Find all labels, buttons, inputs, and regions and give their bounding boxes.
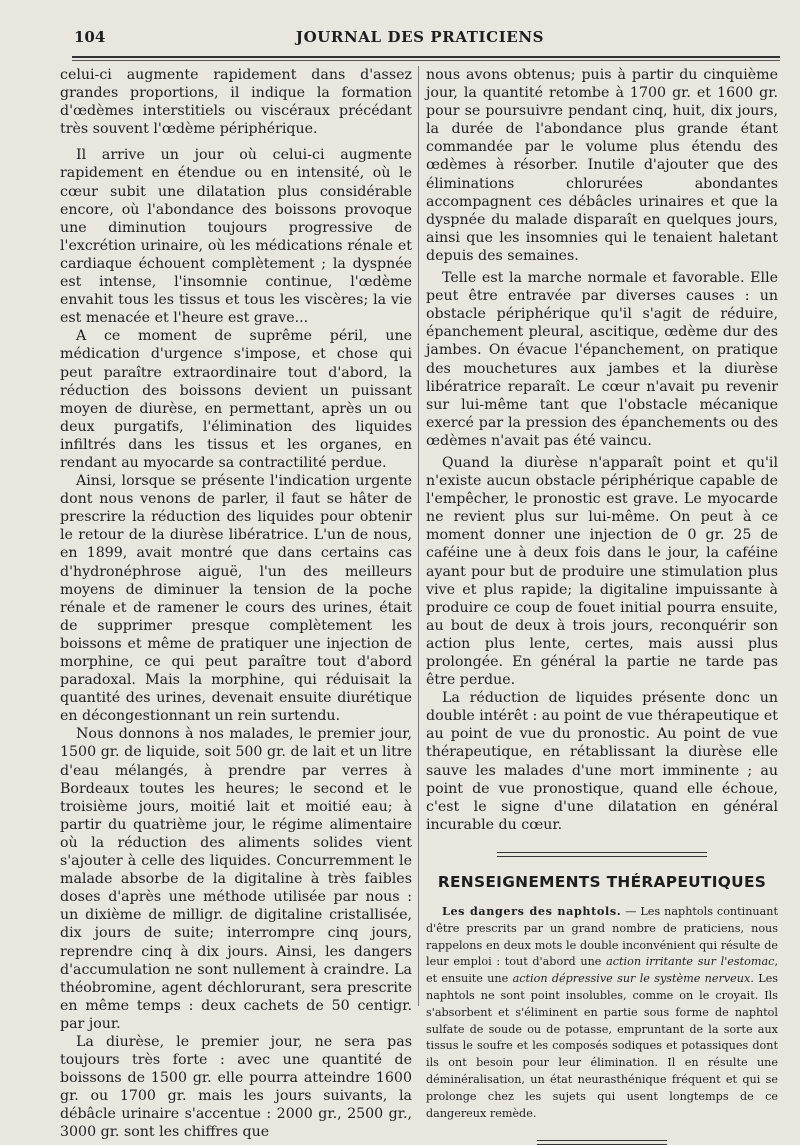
- section-rule: [497, 852, 707, 857]
- right-column: [426, 66, 778, 1145]
- column-divider: [418, 66, 419, 1006]
- note-emphasis: action irritante sur l'estomac: [606, 955, 775, 969]
- paragraph: Telle est la marche normale et favorable. Elle peut être entravée par diverses causes : un obstacle périphérique qu'il s'agit de réduire, épanchement pleural, ascitique, œdème dur des jambes. On évacue l'épanchement, on pratique des mouchetures aux jambes et la diurèse libératrice reparaît. Le cœur n'avait pu revenir sur lui-même tant que l'obstacle mécanique exercé par la pression des épanchements ou des œdèmes n'avait pas été vaincu.: [426, 270, 778, 449]
- running-title: JOURNAL DES PRATICIENS: [295, 28, 545, 46]
- header-rule-thin: [72, 60, 780, 61]
- header-rule: [72, 56, 780, 58]
- note-heading: Les dangers des naphtols.: [442, 903, 622, 918]
- page-number: 104: [74, 28, 106, 46]
- paragraph: La réduction de liquides présente donc un double intérêt : au point de vue thérapeutique et au point de vue du pronostic. Au point de vue thérapeutique, en rétablissant la diurèse elle sauve les malades d'une mort imminente ; au point de vue pronostique, quand elle échoue, c'est le signe d'une dilatation en général incurable du cœur.: [426, 690, 778, 833]
- note-paragraph: [426, 903, 778, 1122]
- paragraph: Nous donnons à nos malades, le premier jour, 1500 gr. de liquide, soit 500 gr. de lait et un litre d'eau mélangés, à prendre par verres à Bordeaux toutes les heures; le second et le troisième jours, moitié lait et moitié eau; à partir du quatrième jour, le régime alimentaire où la réduction des aliments solides vient s'ajouter à celle des liquides. Concurremment le malade absorbe de la digitaline à très faibles doses d'après une méthode utilisée par nous : un dixième de milligr. de digitaline cristallisée, dix jours de suite; interrompre cinq jours, reprendre cinq à dix jours. Ainsi, les dangers d'accumulation ne sont nullement à craindre. La théobromine, agent déchlorurant, sera prescrite en même temps : deux cachets de 50 centigr. par jour.: [60, 726, 412, 1032]
- paragraph: Il arrive un jour où celui-ci augmente rapidement en étendue ou en intensité, où le cœur subit une dilatation plus considérable encore, où l'abondance des boissons provoque une diminution toujours progressive de l'excrétion urinaire, où les médications rénale et cardiaque échouent complètement ; la dyspnée est intense, l'insomnie continue, l'œdème envahit tous les tissus et tous les viscères; la vie est menacée et l'heure est grave...: [60, 147, 412, 327]
- therapeutic-note: [426, 903, 778, 1122]
- note-text: — Les naphtols continuant d'être prescrits par un grand nombre de praticiens, nous rappelons en deux mots le double inconvénient qui résulte de leur emploi : tout d'abord une: [426, 904, 778, 969]
- note-emphasis: action dépressive sur le système nerveux: [512, 972, 751, 986]
- paragraph: Quand la diurèse n'apparaît point et qu'il n'existe aucun obstacle périphérique capable de l'empêcher, le pronostic est grave. Le myocarde ne revient plus sur lui-même. On peut à ce moment donner une injection de 0 gr. 25 de caféine une à deux fois dans le jour, la caféine ayant pour but de produire une stimulation plus vive et plus rapide; la digitaline impuissante à produire ce coup de fouet initial pourra ensuite, au bout de deux à trois jours, reconquérir son action plus lente, certes, mais aussi plus prolongée. En général la partie ne tarde pas être perdue.: [426, 454, 778, 689]
- note-text: . Les naphtols ne sont point insolubles, comme on le croyait. Ils s'absorbent et s'éliminent en partie sous forme de naphtol sulfate de soude ou de potasse, empruntant de la sorte aux tissus le soufre et les composés sodiques et potassiques dont ils ont besoin pour leur élimination. Il en résulte une déminéralisation, un état neurasthénique fréquent et qui se prolonge chez les sujets qui usent longtemps de ce dangereux remède.: [426, 972, 778, 1120]
- end-rule: [537, 1140, 667, 1145]
- paragraph: La diurèse, le premier jour, ne sera pas toujours très forte : avec une quantité de boissons de 1500 gr. elle pourra atteindre 1600 gr. ou 1700 gr. mais les jours suivants, la débâcle urinaire s'accentue : 2000 gr., 2500 gr., 3000 gr. sont les chiffres que: [60, 1033, 412, 1141]
- paragraph: Ainsi, lorsque se présente l'indication urgente dont nous venons de parler, il faut se hâter de prescrire la réduction des liquides pour obtenir le retour de la diurèse libératrice. L'un de nous, en 1899, avait montré que dans certains cas d'hydronéphrose aiguë, l'un des meilleurs moyens de diminuer la tension de la poche rénale et de ramener le cours des urines, était de supprimer presque complètement les boissons et même de pratiquer une injection de morphine, ce qui peut paraître tout d'abord paradoxal. Mais la morphine, qui réduisait la quantité des urines, devenait ensuite diurétique en décongestionnant un rein surtendu.: [60, 473, 412, 725]
- paragraph: nous avons obtenus; puis à partir du cinquième jour, la quantité retombe à 1700 gr. et 1600 gr. pour se poursuivre pendant cinq, huit, dix jours, la durée de l'abondance plus grande étant commandée par le volume plus étendu des œdèmes à résorber. Inutile d'ajouter que des éliminations chlorurées abondantes accompagnent ces débâcles urinaires et que la dyspnée du malade disparaît en quelques jours, ainsi que les insomnies qui le tenaient haletant depuis des semaines.: [426, 67, 778, 264]
- paragraph: A ce moment de suprême péril, une médication d'urgence s'impose, et chose qui peut paraître extraordinaire tout d'abord, la réduction des boissons devient un puissant moyen de diurèse, en permettant, après un ou deux purgatifs, l'élimination des liquides infiltrés dans les tissus et les organes, en rendant au myocarde sa contractilité perdue.: [60, 328, 412, 471]
- paragraph: celui-ci augmente rapidement dans d'assez grandes proportions, il indique la formation d'œdèmes interstitiels ou viscéraux précédant très souvent l'œdème périphérique.: [60, 67, 412, 138]
- note-text: , et ensuite une: [426, 955, 779, 986]
- section-title: RENSEIGNEMENTS THÉRAPEUTIQUES: [437, 872, 767, 891]
- page-header: [60, 28, 780, 48]
- left-column: [60, 66, 412, 1142]
